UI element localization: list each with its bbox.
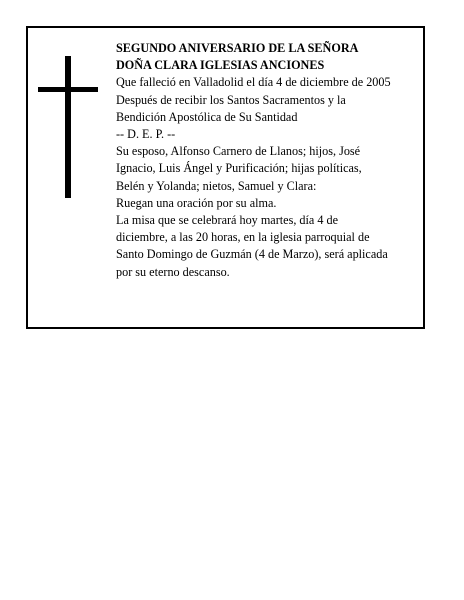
notice-body-line-8: Ruegan una oración por su alma. <box>116 195 277 210</box>
cross-icon <box>38 56 98 198</box>
notice-body-line-4: -- D. E. P. -- <box>116 127 176 142</box>
notice-body-line-10: diciembre, a las 20 horas, en la iglesia parroquial de <box>116 230 370 245</box>
notice-body-line-5: Su esposo, Alfonso Carnero de Llanos; hijos, José <box>116 144 361 159</box>
notice-body-line-7: Belén y Yolanda; nietos, Samuel y Clara: <box>116 178 317 193</box>
obituary-notice <box>26 26 425 329</box>
notice-body-line-2: Después de recibir los Santos Sacramentos y la <box>116 92 346 107</box>
notice-title-line-1: SEGUNDO ANIVERSARIO DE LA SEÑORA <box>116 41 359 55</box>
cross-vertical-bar <box>65 56 71 198</box>
notice-body-line-3: Bendición Apostólica de Su Santidad <box>116 109 298 124</box>
notice-body-line-9: La misa que se celebrará hoy martes, día 4 de <box>116 213 338 228</box>
notice-text <box>116 40 422 281</box>
notice-body-line-12: por su eterno descanso. <box>116 264 230 279</box>
cross-horizontal-bar <box>38 87 98 92</box>
notice-title-line-2: DOÑA CLARA IGLESIAS ANCIONES <box>116 58 325 73</box>
notice-body-line-6: Ignacio, Luis Ángel y Purificación; hijas políticas, <box>116 161 362 176</box>
notice-body-line-11: Santo Domingo de Guzmán (4 de Marzo), será aplicada <box>116 247 388 262</box>
notice-body-line-1: Que falleció en Valladolid el día 4 de diciembre de 2005 <box>116 75 391 90</box>
